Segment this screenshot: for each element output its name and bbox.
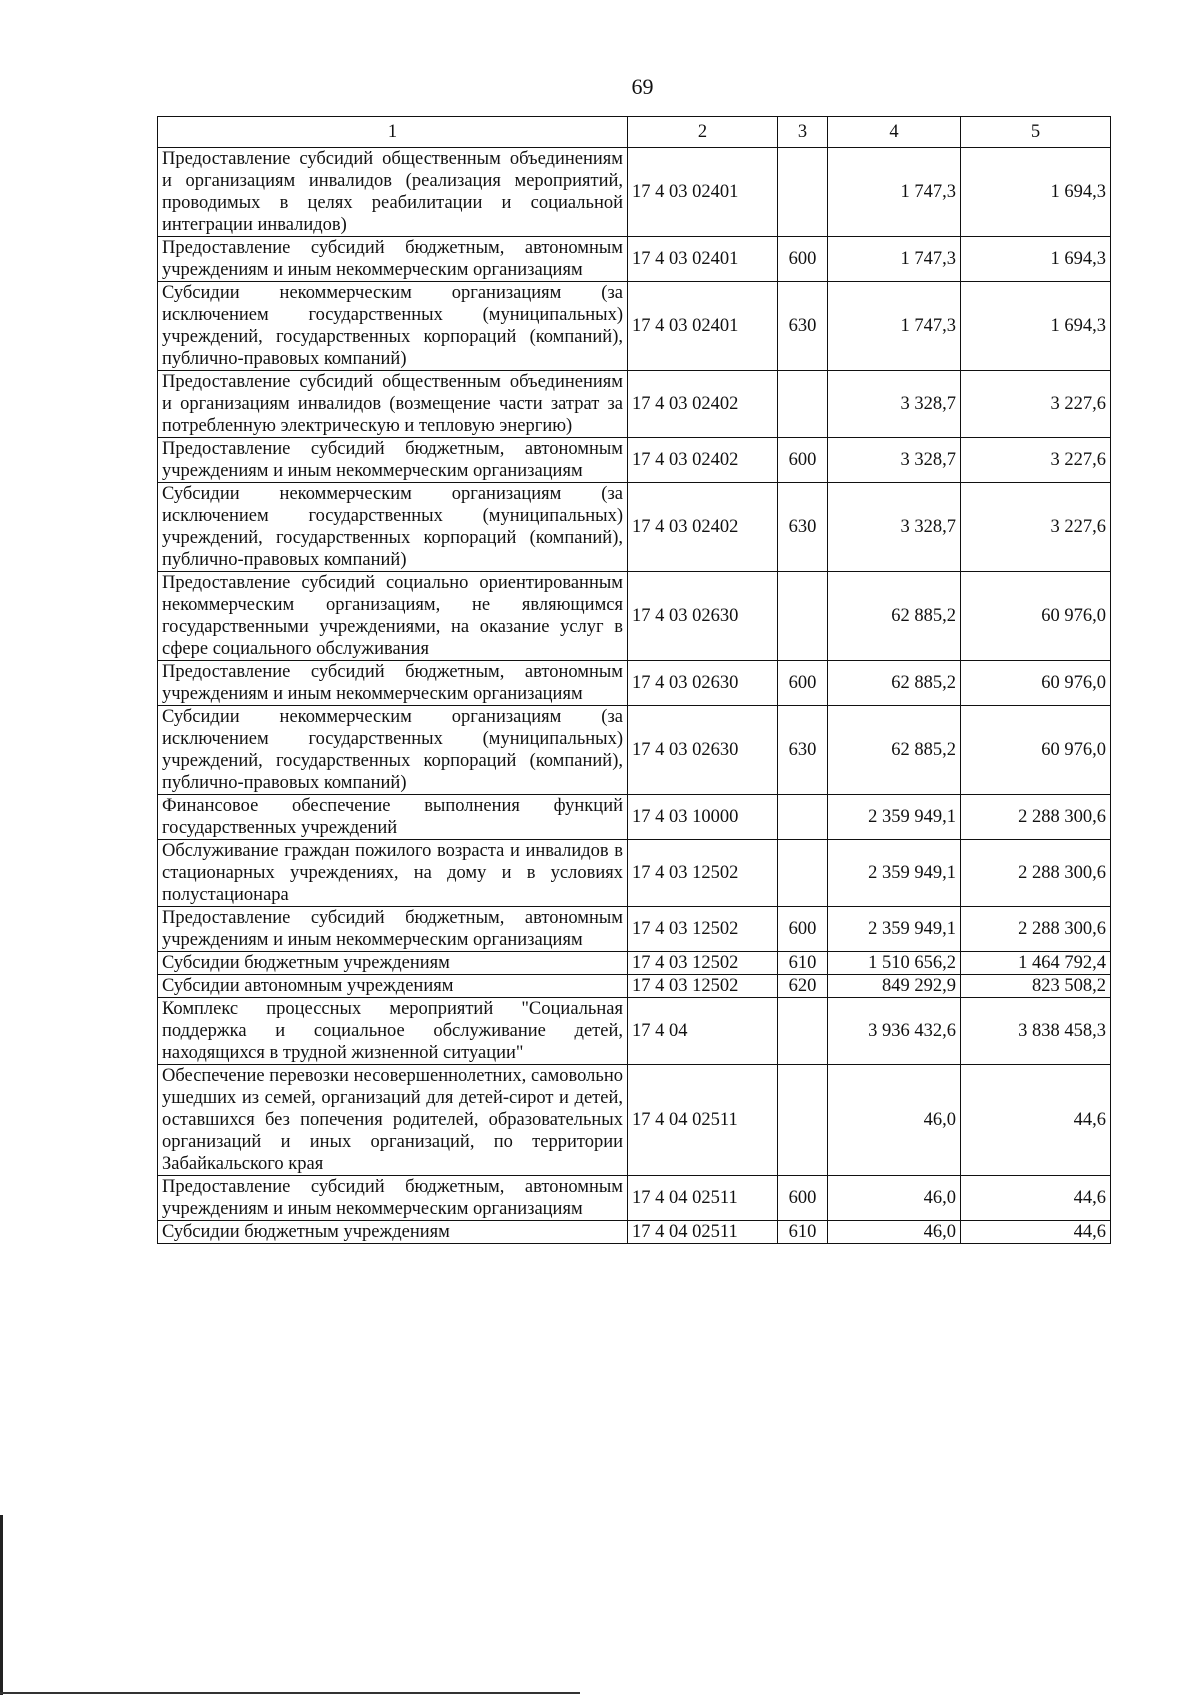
row-value-col5-cell: 3 227,6 bbox=[961, 371, 1111, 438]
row-type-cell: 630 bbox=[778, 282, 828, 371]
row-type-cell bbox=[778, 795, 828, 840]
row-type-cell: 630 bbox=[778, 706, 828, 795]
row-code-cell: 17 4 03 02630 bbox=[628, 572, 778, 661]
header-col-2: 2 bbox=[628, 117, 778, 148]
header-col-5: 5 bbox=[961, 117, 1111, 148]
row-value-col5-cell: 3 227,6 bbox=[961, 483, 1111, 572]
header-col-1: 1 bbox=[158, 117, 628, 148]
row-code-cell: 17 4 03 12502 bbox=[628, 975, 778, 998]
row-name-cell: Предоставление субсидий бюджетным, автономным учреждениям и иным некоммерческим организациям bbox=[158, 907, 628, 952]
row-value-col4-cell: 46,0 bbox=[828, 1221, 961, 1244]
row-value-col4-cell: 62 885,2 bbox=[828, 572, 961, 661]
table-row bbox=[158, 282, 1111, 371]
row-name-cell: Предоставление субсидий бюджетным, автономным учреждениям и иным некоммерческим организациям bbox=[158, 1176, 628, 1221]
table-row bbox=[158, 371, 1111, 438]
row-code-cell: 17 4 04 02511 bbox=[628, 1221, 778, 1244]
row-name-cell: Обслуживание граждан пожилого возраста и инвалидов в стационарных учреждениях, на дому и в условиях полустационара bbox=[158, 840, 628, 907]
row-name-cell: Комплекс процессных мероприятий "Социальная поддержка и социальное обслуживание детей, находящихся в трудной жизненной ситуации" bbox=[158, 998, 628, 1065]
budget-table bbox=[157, 116, 1111, 1244]
row-code-cell: 17 4 03 02630 bbox=[628, 706, 778, 795]
row-value-col5-cell: 1 694,3 bbox=[961, 282, 1111, 371]
row-code-cell: 17 4 04 02511 bbox=[628, 1065, 778, 1176]
table-row bbox=[158, 795, 1111, 840]
row-value-col4-cell: 1 747,3 bbox=[828, 148, 961, 237]
row-code-cell: 17 4 03 10000 bbox=[628, 795, 778, 840]
page-number: 69 bbox=[631, 74, 654, 99]
row-type-cell: 600 bbox=[778, 438, 828, 483]
table-row bbox=[158, 1065, 1111, 1176]
row-type-cell: 610 bbox=[778, 1221, 828, 1244]
table-row bbox=[158, 998, 1111, 1065]
row-value-col5-cell: 44,6 bbox=[961, 1176, 1111, 1221]
row-code-cell: 17 4 03 12502 bbox=[628, 952, 778, 975]
row-code-cell: 17 4 03 02402 bbox=[628, 371, 778, 438]
row-value-col5-cell: 2 288 300,6 bbox=[961, 907, 1111, 952]
row-value-col5-cell: 1 694,3 bbox=[961, 237, 1111, 282]
scan-edge-left bbox=[0, 1515, 3, 1695]
header-col-3: 3 bbox=[778, 117, 828, 148]
table-row bbox=[158, 952, 1111, 975]
row-type-cell bbox=[778, 1065, 828, 1176]
row-type-cell: 600 bbox=[778, 237, 828, 282]
row-name-cell: Субсидии бюджетным учреждениям bbox=[158, 952, 628, 975]
row-type-cell bbox=[778, 148, 828, 237]
row-value-col5-cell: 44,6 bbox=[961, 1221, 1111, 1244]
row-name-cell: Предоставление субсидий социально ориентированным некоммерческим организациям, не являющимся государственными учреждениями, на оказание услуг в сфере социального обслуживания bbox=[158, 572, 628, 661]
row-value-col5-cell: 3 227,6 bbox=[961, 438, 1111, 483]
row-code-cell: 17 4 04 02511 bbox=[628, 1176, 778, 1221]
row-name-cell: Предоставление субсидий бюджетным, автономным учреждениям и иным некоммерческим организациям bbox=[158, 438, 628, 483]
row-value-col5-cell: 44,6 bbox=[961, 1065, 1111, 1176]
row-value-col4-cell: 3 328,7 bbox=[828, 483, 961, 572]
row-name-cell: Предоставление субсидий бюджетным, автономным учреждениям и иным некоммерческим организациям bbox=[158, 661, 628, 706]
row-name-cell: Субсидии некоммерческим организациям (за исключением государственных (муниципальных) учреждений, государственных корпораций (компаний), публично-правовых компаний) bbox=[158, 282, 628, 371]
row-type-cell bbox=[778, 998, 828, 1065]
table-row bbox=[158, 483, 1111, 572]
row-name-cell: Обеспечение перевозки несовершеннолетних, самовольно ушедших из семей, организаций для детей-сирот и детей, оставшихся без попечения родителей, образовательных организаций и иных организаций, по территории Забайкальского края bbox=[158, 1065, 628, 1176]
table-row bbox=[158, 1221, 1111, 1244]
row-code-cell: 17 4 03 02401 bbox=[628, 148, 778, 237]
table-row bbox=[158, 148, 1111, 237]
row-value-col4-cell: 2 359 949,1 bbox=[828, 840, 961, 907]
row-value-col4-cell: 62 885,2 bbox=[828, 661, 961, 706]
row-value-col4-cell: 3 328,7 bbox=[828, 438, 961, 483]
table-row bbox=[158, 661, 1111, 706]
row-value-col5-cell: 3 838 458,3 bbox=[961, 998, 1111, 1065]
row-value-col4-cell: 2 359 949,1 bbox=[828, 907, 961, 952]
row-type-cell bbox=[778, 840, 828, 907]
row-name-cell: Предоставление субсидий бюджетным, автономным учреждениям и иным некоммерческим организациям bbox=[158, 237, 628, 282]
table-header-row bbox=[158, 117, 1111, 148]
row-value-col5-cell: 1 464 792,4 bbox=[961, 952, 1111, 975]
table-row bbox=[158, 975, 1111, 998]
row-value-col4-cell: 1 747,3 bbox=[828, 237, 961, 282]
table-row bbox=[158, 438, 1111, 483]
row-value-col5-cell: 2 288 300,6 bbox=[961, 795, 1111, 840]
table-row bbox=[158, 1176, 1111, 1221]
row-code-cell: 17 4 03 02630 bbox=[628, 661, 778, 706]
row-type-cell: 600 bbox=[778, 661, 828, 706]
row-type-cell: 620 bbox=[778, 975, 828, 998]
header-col-4: 4 bbox=[828, 117, 961, 148]
row-name-cell: Предоставление субсидий общественным объединениям и организациям инвалидов (возмещение части затрат за потребленную электрическую и тепловую энергию) bbox=[158, 371, 628, 438]
row-value-col4-cell: 2 359 949,1 bbox=[828, 795, 961, 840]
row-value-col4-cell: 1 510 656,2 bbox=[828, 952, 961, 975]
row-type-cell bbox=[778, 371, 828, 438]
row-code-cell: 17 4 03 02401 bbox=[628, 282, 778, 371]
row-code-cell: 17 4 04 bbox=[628, 998, 778, 1065]
row-code-cell: 17 4 03 02402 bbox=[628, 438, 778, 483]
row-name-cell: Субсидии бюджетным учреждениям bbox=[158, 1221, 628, 1244]
table-row bbox=[158, 237, 1111, 282]
row-type-cell: 630 bbox=[778, 483, 828, 572]
row-value-col4-cell: 849 292,9 bbox=[828, 975, 961, 998]
row-value-col5-cell: 60 976,0 bbox=[961, 661, 1111, 706]
row-name-cell: Субсидии автономным учреждениям bbox=[158, 975, 628, 998]
row-value-col4-cell: 46,0 bbox=[828, 1065, 961, 1176]
row-type-cell: 600 bbox=[778, 1176, 828, 1221]
row-value-col4-cell: 3 328,7 bbox=[828, 371, 961, 438]
row-value-col4-cell: 62 885,2 bbox=[828, 706, 961, 795]
table-row bbox=[158, 907, 1111, 952]
row-value-col5-cell: 2 288 300,6 bbox=[961, 840, 1111, 907]
table-row bbox=[158, 572, 1111, 661]
row-value-col5-cell: 823 508,2 bbox=[961, 975, 1111, 998]
row-value-col5-cell: 60 976,0 bbox=[961, 572, 1111, 661]
row-code-cell: 17 4 03 12502 bbox=[628, 840, 778, 907]
scan-edge-bottom bbox=[0, 1692, 580, 1694]
row-value-col5-cell: 1 694,3 bbox=[961, 148, 1111, 237]
row-value-col4-cell: 1 747,3 bbox=[828, 282, 961, 371]
table-body bbox=[158, 148, 1111, 1244]
row-name-cell: Предоставление субсидий общественным объединениям и организациям инвалидов (реализация мероприятий, проводимых в целях реабилитации и социальной интеграции инвалидов) bbox=[158, 148, 628, 237]
table-row bbox=[158, 706, 1111, 795]
row-name-cell: Субсидии некоммерческим организациям (за исключением государственных (муниципальных) учреждений, государственных корпораций (компаний), публично-правовых компаний) bbox=[158, 483, 628, 572]
row-type-cell bbox=[778, 572, 828, 661]
row-name-cell: Субсидии некоммерческим организациям (за исключением государственных (муниципальных) учреждений, государственных корпораций (компаний), публично-правовых компаний) bbox=[158, 706, 628, 795]
row-name-cell: Финансовое обеспечение выполнения функций государственных учреждений bbox=[158, 795, 628, 840]
row-code-cell: 17 4 03 02402 bbox=[628, 483, 778, 572]
table-row bbox=[158, 840, 1111, 907]
row-code-cell: 17 4 03 12502 bbox=[628, 907, 778, 952]
row-type-cell: 600 bbox=[778, 907, 828, 952]
row-code-cell: 17 4 03 02401 bbox=[628, 237, 778, 282]
row-value-col4-cell: 46,0 bbox=[828, 1176, 961, 1221]
row-type-cell: 610 bbox=[778, 952, 828, 975]
row-value-col5-cell: 60 976,0 bbox=[961, 706, 1111, 795]
row-value-col4-cell: 3 936 432,6 bbox=[828, 998, 961, 1065]
